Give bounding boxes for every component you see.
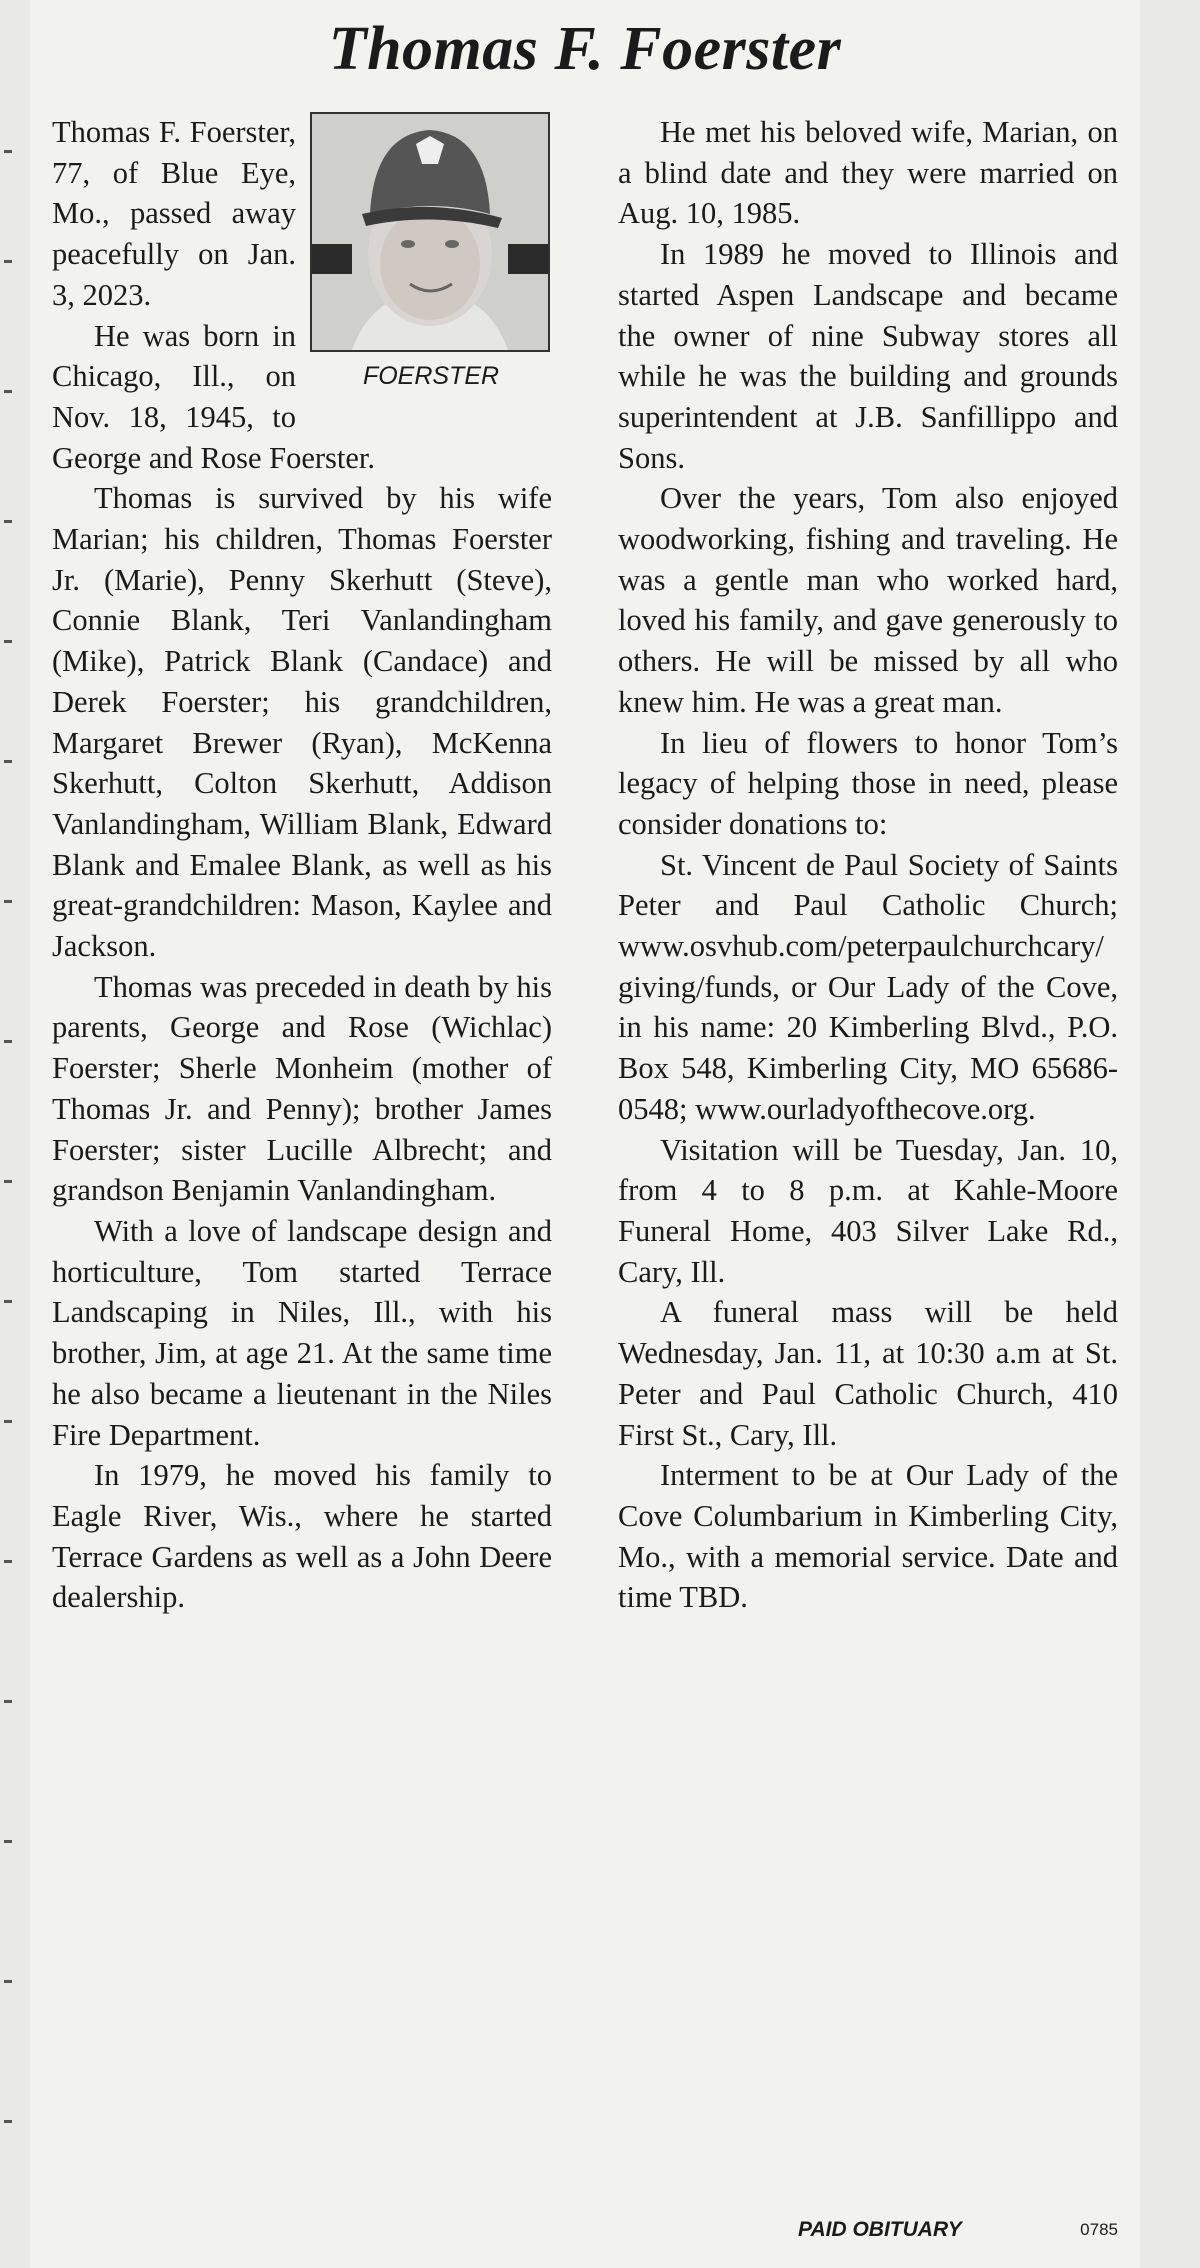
- paid-obituary-label: PAID OBITUARY: [798, 2218, 962, 2241]
- paragraph-move-1979: In 1979, he moved his family to Eagle River, Wis., where he started Terrace Gardens as well as a John Deere dealership.: [52, 1458, 552, 1615]
- margin-marks: [0, 0, 20, 2268]
- paragraph-survivors: Thomas is survived by his wife Marian; his children, Thomas Foerster Jr. (Marie), Penny Skerhutt (Steve), Connie Blank, Teri Vanlandingham (Mike), Patrick Blank (Candace) and Derek Foerster; his grandchildren, Margaret Brewer (Ryan), McKenna Skerhutt, Colton Skerhutt, Addison Vanlandingham, William Blank, Edward Blank and Emalee Blank, as well as his great-grandchildren: Mason, Kaylee and Jackson.: [52, 481, 552, 964]
- paragraph-move-1989: In 1989 he moved to Illinois and started Aspen Landscape and became the owner of nine Subway stores all while he was the building and grounds superintendent at J.B. Sanfillippo and Sons.: [618, 237, 1118, 475]
- paragraph-intro: [52, 112, 552, 390]
- ad-code: 0785: [1080, 2220, 1118, 2239]
- paragraph-funeral-mass: A funeral mass will be held Wednesday, Jan. 11, at 10:30 a.m at St. Peter and Paul Catholic Church, 410 First St., Cary, Ill.: [618, 1295, 1118, 1452]
- obituary-clipping: [30, 0, 1140, 2268]
- paragraph-preceded: Thomas was preceded in death by his parents, George and Rose (Wichlac) Foerster; Sherle Monheim (mother of Thomas Jr. and Penny); brother James Foerster; sister Lucille Albrecht; and grandson Benjamin Vanlandingham.: [52, 969, 552, 1208]
- portrait-photo: [310, 112, 550, 352]
- obituary-title: Thomas F. Foerster: [328, 15, 842, 83]
- paragraph-interment: Interment to be at Our Lady of the Cove Columbarium in Kimberling City, Mo., with a memorial service. Date and time TBD.: [618, 1458, 1118, 1615]
- paragraph-marriage: He met his beloved wife, Marian, on a blind date and they were married on Aug. 10, 1985.: [618, 115, 1118, 231]
- photo-caption: FOERSTER: [362, 362, 500, 390]
- paragraph-text: Thomas F. Foerster, 77, of Blue Eye, Mo., passed away peacefully on Jan. 3, 2023.: [52, 115, 296, 312]
- paragraph-birth: He was born in Chicago, Ill., on Nov. 18, 1945, to George and Rose Foerster.: [52, 318, 376, 475]
- paragraph-visitation: Visitation will be Tuesday, Jan. 10, from 4 to 8 p.m. at Kahle-Moore Funeral Home, 403 Silver Lake Rd., Cary, Ill.: [618, 1132, 1118, 1289]
- paragraph-hobbies: Over the years, Tom also enjoyed woodworking, fishing and traveling. He was a gentle man who worked hard, loved his family, and gave generously to others. He will be missed by all who knew him. He was a great man.: [618, 481, 1118, 719]
- left-column: [52, 112, 552, 1618]
- paragraph-career: With a love of landscape design and horticulture, Tom started Terrace Landscaping in Niles, Ill., with his brother, Jim, at age 21. At the same time he also became a lieutenant in the Niles Fire Department.: [52, 1213, 552, 1452]
- portrait-image: [312, 114, 548, 350]
- paragraph-donations: In lieu of flowers to honor Tom’s legacy of helping those in need, please consider donations to:: [618, 725, 1118, 841]
- paragraph-charities: St. Vincent de Paul Society of Saints Peter and Paul Catholic Church; www.osvhub.com/peterpaulchurchcary/giving/funds, or Our Lady of the Cove, in his name: 20 Kimberling Blvd., P.O. Box 548, Kimberling City, MO 65686-0548; www.ourladyofthecove.org.: [618, 847, 1118, 1126]
- photo-block: [310, 112, 552, 396]
- right-column: [618, 112, 1118, 1618]
